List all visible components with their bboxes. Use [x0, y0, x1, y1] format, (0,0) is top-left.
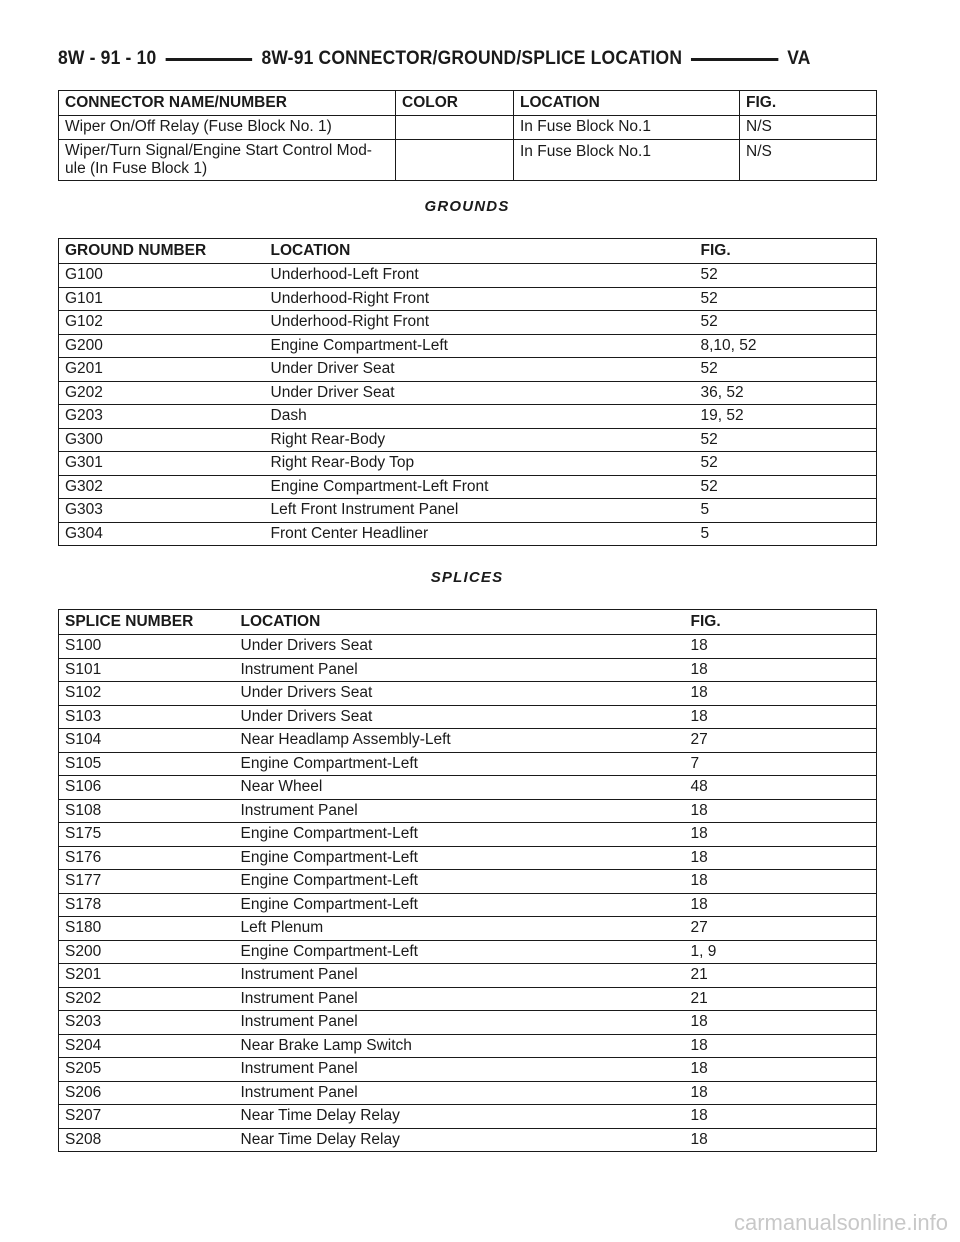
table-cell: Engine Compartment-Left	[235, 846, 685, 870]
watermark: carmanualsonline.info	[733, 1210, 948, 1235]
table-row	[59, 264, 877, 288]
table-cell: S101	[59, 658, 235, 682]
header-rule-right	[691, 58, 778, 61]
table-cell: Underhood-Right Front	[265, 287, 695, 311]
table-row	[59, 358, 877, 382]
table-row	[59, 635, 877, 659]
table-cell: G300	[59, 428, 265, 452]
table-cell: G203	[59, 405, 265, 429]
table-cell: G304	[59, 522, 265, 546]
table-cell: G102	[59, 311, 265, 335]
table-cell: G301	[59, 452, 265, 476]
table-cell: N/S	[740, 139, 877, 180]
table-cell: S207	[59, 1105, 235, 1129]
table-cell: Instrument Panel	[235, 1011, 685, 1035]
table-cell: 52	[695, 475, 877, 499]
table-cell: Under Drivers Seat	[235, 635, 685, 659]
table-cell: S178	[59, 893, 235, 917]
column-header: GROUND NUMBER	[59, 239, 265, 264]
table-cell: Near Brake Lamp Switch	[235, 1034, 685, 1058]
table-row	[59, 870, 877, 894]
table-cell: 7	[685, 752, 877, 776]
table-cell: 18	[685, 658, 877, 682]
table-cell: S204	[59, 1034, 235, 1058]
table-cell: 19, 52	[695, 405, 877, 429]
table-cell: Instrument Panel	[235, 658, 685, 682]
table-cell: S105	[59, 752, 235, 776]
column-header: FIG.	[740, 91, 877, 116]
table-cell: S104	[59, 729, 235, 753]
table-cell: Left Plenum	[235, 917, 685, 941]
table-cell: 5	[695, 522, 877, 546]
page-title: 8W-91 CONNECTOR/GROUND/SPLICE LOCATION	[261, 48, 683, 69]
table-cell: S103	[59, 705, 235, 729]
table-cell: 52	[695, 428, 877, 452]
table-row	[59, 823, 877, 847]
column-header: FIG.	[695, 239, 877, 264]
vehicle-code: VA	[787, 48, 811, 69]
header-rule-left	[166, 58, 253, 61]
table-cell: Wiper/Turn Signal/Engine Start Control Mod-ule (In Fuse Block 1)	[59, 139, 396, 180]
column-header: FIG.	[685, 610, 877, 635]
table-cell: S108	[59, 799, 235, 823]
table-header-row	[59, 91, 877, 116]
column-header: CONNECTOR NAME/NUMBER	[59, 91, 396, 116]
splices-section-title: SPLICES	[430, 569, 504, 586]
table-cell: S177	[59, 870, 235, 894]
table-cell: In Fuse Block No.1	[514, 116, 740, 140]
column-header: LOCATION	[514, 91, 740, 116]
table-cell: Engine Compartment-Left	[235, 823, 685, 847]
table-cell: 52	[695, 358, 877, 382]
table-cell: 18	[685, 1128, 877, 1152]
table-cell: G303	[59, 499, 265, 523]
table-cell: Left Front Instrument Panel	[265, 499, 695, 523]
table-cell: Right Rear-Body Top	[265, 452, 695, 476]
table-row	[59, 139, 877, 180]
table-row	[59, 1011, 877, 1035]
table-row	[59, 1034, 877, 1058]
table-cell: Near Time Delay Relay	[235, 1128, 685, 1152]
table-cell: 8,10, 52	[695, 334, 877, 358]
column-header: LOCATION	[265, 239, 695, 264]
column-header: LOCATION	[235, 610, 685, 635]
table-cell: Instrument Panel	[235, 964, 685, 988]
table-cell: 21	[685, 987, 877, 1011]
table-row	[59, 1058, 877, 1082]
table-cell: 18	[685, 1105, 877, 1129]
table-cell: 52	[695, 311, 877, 335]
table-cell: 21	[685, 964, 877, 988]
table-cell: S201	[59, 964, 235, 988]
table-row	[59, 428, 877, 452]
table-row	[59, 381, 877, 405]
table-cell: S206	[59, 1081, 235, 1105]
table-row	[59, 499, 877, 523]
table-cell: 18	[685, 635, 877, 659]
table-cell: N/S	[740, 116, 877, 140]
table-row	[59, 964, 877, 988]
table-cell: S102	[59, 682, 235, 706]
table-cell: Engine Compartment-Left	[235, 752, 685, 776]
table-cell: S175	[59, 823, 235, 847]
table-row	[59, 405, 877, 429]
table-row	[59, 1128, 877, 1152]
table-cell: S100	[59, 635, 235, 659]
table-row	[59, 1105, 877, 1129]
table-cell: G100	[59, 264, 265, 288]
splices-table	[58, 609, 877, 1152]
table-cell: 52	[695, 452, 877, 476]
table-cell: Near Time Delay Relay	[235, 1105, 685, 1129]
table-cell: G202	[59, 381, 265, 405]
table-row	[59, 705, 877, 729]
table-cell: 36, 52	[695, 381, 877, 405]
table-cell: Front Center Headliner	[265, 522, 695, 546]
grounds-section-title: GROUNDS	[424, 198, 510, 215]
table-row	[59, 987, 877, 1011]
table-cell: Instrument Panel	[235, 987, 685, 1011]
column-header: SPLICE NUMBER	[59, 610, 235, 635]
table-cell: 18	[685, 799, 877, 823]
table-cell: 18	[685, 823, 877, 847]
table-cell: Engine Compartment-Left	[235, 893, 685, 917]
table-row	[59, 752, 877, 776]
table-cell: In Fuse Block No.1	[514, 139, 740, 180]
table-cell	[396, 116, 514, 140]
table-row	[59, 658, 877, 682]
table-cell: 18	[685, 1081, 877, 1105]
table-cell: S200	[59, 940, 235, 964]
table-cell: 18	[685, 870, 877, 894]
table-row	[59, 940, 877, 964]
table-cell: 1, 9	[685, 940, 877, 964]
table-cell: 18	[685, 1034, 877, 1058]
table-cell: Under Drivers Seat	[235, 682, 685, 706]
table-header-row	[59, 239, 877, 264]
table-row	[59, 1081, 877, 1105]
connector-table	[58, 90, 877, 181]
table-row	[59, 311, 877, 335]
table-cell: 5	[695, 499, 877, 523]
table-cell: S208	[59, 1128, 235, 1152]
table-cell: G101	[59, 287, 265, 311]
table-cell	[396, 139, 514, 180]
table-cell: Wiper On/Off Relay (Fuse Block No. 1)	[59, 116, 396, 140]
table-cell: Engine Compartment-Left	[235, 940, 685, 964]
table-cell: Under Drivers Seat	[235, 705, 685, 729]
table-cell: Instrument Panel	[235, 1058, 685, 1082]
table-cell: S205	[59, 1058, 235, 1082]
table-row	[59, 682, 877, 706]
table-cell: Near Headlamp Assembly-Left	[235, 729, 685, 753]
table-cell: Instrument Panel	[235, 799, 685, 823]
table-cell: 52	[695, 287, 877, 311]
table-cell: G200	[59, 334, 265, 358]
table-row	[59, 776, 877, 800]
table-cell: 52	[695, 264, 877, 288]
table-cell: Underhood-Left Front	[265, 264, 695, 288]
table-cell: 18	[685, 846, 877, 870]
table-cell: 18	[685, 1011, 877, 1035]
table-row	[59, 846, 877, 870]
table-cell: Instrument Panel	[235, 1081, 685, 1105]
table-cell: 27	[685, 729, 877, 753]
table-cell: Under Driver Seat	[265, 358, 695, 382]
table-row	[59, 917, 877, 941]
table-cell: Engine Compartment-Left	[265, 334, 695, 358]
table-cell: Dash	[265, 405, 695, 429]
table-cell: Engine Compartment-Left	[235, 870, 685, 894]
table-row	[59, 116, 877, 140]
page-number: 8W - 91 - 10	[58, 48, 157, 69]
table-row	[59, 729, 877, 753]
table-row	[59, 893, 877, 917]
table-cell: Underhood-Right Front	[265, 311, 695, 335]
page-header	[58, 46, 811, 72]
table-cell: Right Rear-Body	[265, 428, 695, 452]
table-row	[59, 799, 877, 823]
table-cell: S176	[59, 846, 235, 870]
table-header-row	[59, 610, 877, 635]
table-cell: G302	[59, 475, 265, 499]
table-cell: S180	[59, 917, 235, 941]
table-cell: S202	[59, 987, 235, 1011]
table-cell: Near Wheel	[235, 776, 685, 800]
table-cell: 48	[685, 776, 877, 800]
table-cell: Engine Compartment-Left Front	[265, 475, 695, 499]
table-row	[59, 287, 877, 311]
table-row	[59, 452, 877, 476]
column-header: COLOR	[396, 91, 514, 116]
table-cell: 18	[685, 705, 877, 729]
table-cell: G201	[59, 358, 265, 382]
table-row	[59, 475, 877, 499]
table-cell: 18	[685, 1058, 877, 1082]
table-cell: Under Driver Seat	[265, 381, 695, 405]
table-cell: 18	[685, 682, 877, 706]
grounds-table	[58, 238, 877, 546]
table-row	[59, 522, 877, 546]
table-row	[59, 334, 877, 358]
table-cell: 27	[685, 917, 877, 941]
table-cell: 18	[685, 893, 877, 917]
table-cell: S106	[59, 776, 235, 800]
table-cell: S203	[59, 1011, 235, 1035]
